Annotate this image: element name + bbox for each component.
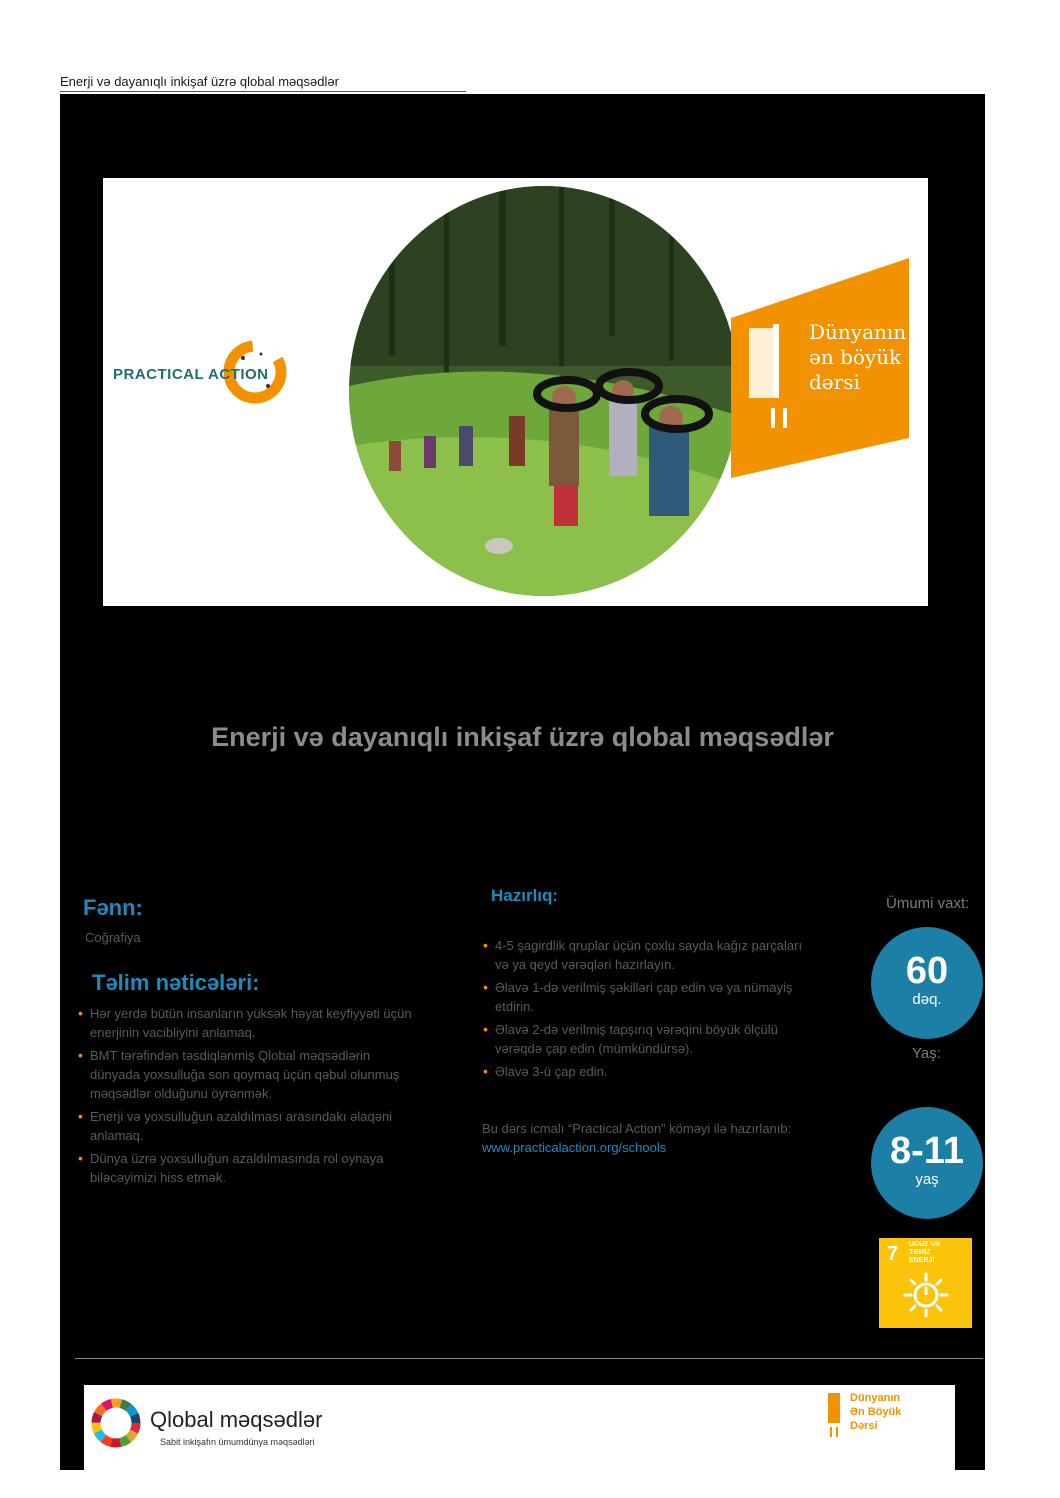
hero-photo xyxy=(349,186,739,596)
total-time-badge xyxy=(871,927,983,1039)
hero-banner xyxy=(103,178,928,606)
subject-heading: Fənn: xyxy=(83,895,143,920)
list-item: • Əlavə 3-ü çap edin. xyxy=(483,1062,813,1081)
subject-value: Coğrafiya xyxy=(85,930,141,945)
credit-text: Bu dərs icmalı “Practical Action” köməyi ilə hazırlanıb: xyxy=(482,1121,792,1136)
footer-divider xyxy=(75,1358,983,1359)
outcomes-list xyxy=(78,1004,423,1191)
list-item: • Əlavə 2-də verilmiş tapşırıq vərəqini böyük ölçülü vərəqdə çap edin (mümkündürsə). xyxy=(483,1020,813,1058)
list-item: • Enerji və yoxsulluğun azaldılması arasındakı əlaqəni anlamaq. xyxy=(78,1107,423,1145)
preparation-list xyxy=(483,936,813,1085)
global-goals-title: Qlobal məqsədlər xyxy=(150,1407,323,1432)
age-unit: yaş xyxy=(915,1171,939,1188)
total-time-label: Ümumi vaxt: xyxy=(886,895,970,912)
sun-power-icon xyxy=(903,1272,949,1318)
practical-action-link[interactable]: www.practicalaction.org/schools xyxy=(482,1140,667,1155)
footer xyxy=(84,1385,955,1470)
list-item: • Əlavə 1-də verilmiş şəkilləri çap edin və ya nümayiş etdirin. xyxy=(483,978,813,1016)
practical-action-wordmark: PRACTICAL ACTION xyxy=(113,366,269,383)
age-value: 8-11 xyxy=(890,1130,964,1172)
global-goals-wheel-icon xyxy=(90,1397,142,1449)
preparation-heading: Hazırlıq: xyxy=(491,886,559,905)
lesson-badge-text: Dünyanın ən böyük dərsi xyxy=(809,320,907,394)
sdg-7-tile xyxy=(879,1238,972,1328)
age-label: Yaş: xyxy=(912,1045,941,1062)
book-icon xyxy=(826,1391,846,1441)
sdg-label: UCUZ VƏ TƏMİZ ENERJİ xyxy=(909,1241,941,1264)
sdg-number: 7 xyxy=(887,1243,899,1265)
total-time-unit: dəq. xyxy=(912,991,942,1008)
list-item: • Hər yerdə bütün insanların yüksək həyat keyfiyyəti üçün enerjinin vacibliyini anlamaq. xyxy=(78,1004,423,1042)
page-title: Enerji və dayanıqlı inkişaf üzrə qlobal məqsədlər xyxy=(211,722,834,752)
footer-lesson-badge: Dünyanın Ən Böyük Dərsi xyxy=(850,1392,902,1432)
age-badge xyxy=(871,1107,983,1219)
list-item: • BMT tərəfindən təsdiqlənmiş Qlobal məqsədlərin dünyada yoxsulluğa son qoymaq üçün qəbul olunmuş məqsədlər olduğunu öyrənmək. xyxy=(78,1046,423,1103)
list-item: • 4-5 şagirdlik qruplar üçün çoxlu sayda kağız parçaları və ya qeyd vərəqləri hazırlayın. xyxy=(483,936,813,974)
credit-note xyxy=(482,1119,802,1157)
total-time-value: 60 xyxy=(905,950,949,992)
running-head: Enerji və dayanıqlı inkişaf üzrə qlobal məqsədlər xyxy=(60,74,466,92)
outcomes-heading: Təlim nəticələri: xyxy=(92,970,260,995)
women-carrying-pipes-photo xyxy=(349,186,739,596)
lesson-badge xyxy=(731,258,911,478)
practical-action-logo xyxy=(113,336,293,416)
global-goals-subtitle: Sabit inkişafın ümumdünya məqsədləri xyxy=(160,1437,315,1447)
list-item: • Dünya üzrə yoxsulluğun azaldılmasında rol oynaya biləcəyimizi hiss etmək. xyxy=(78,1149,423,1187)
